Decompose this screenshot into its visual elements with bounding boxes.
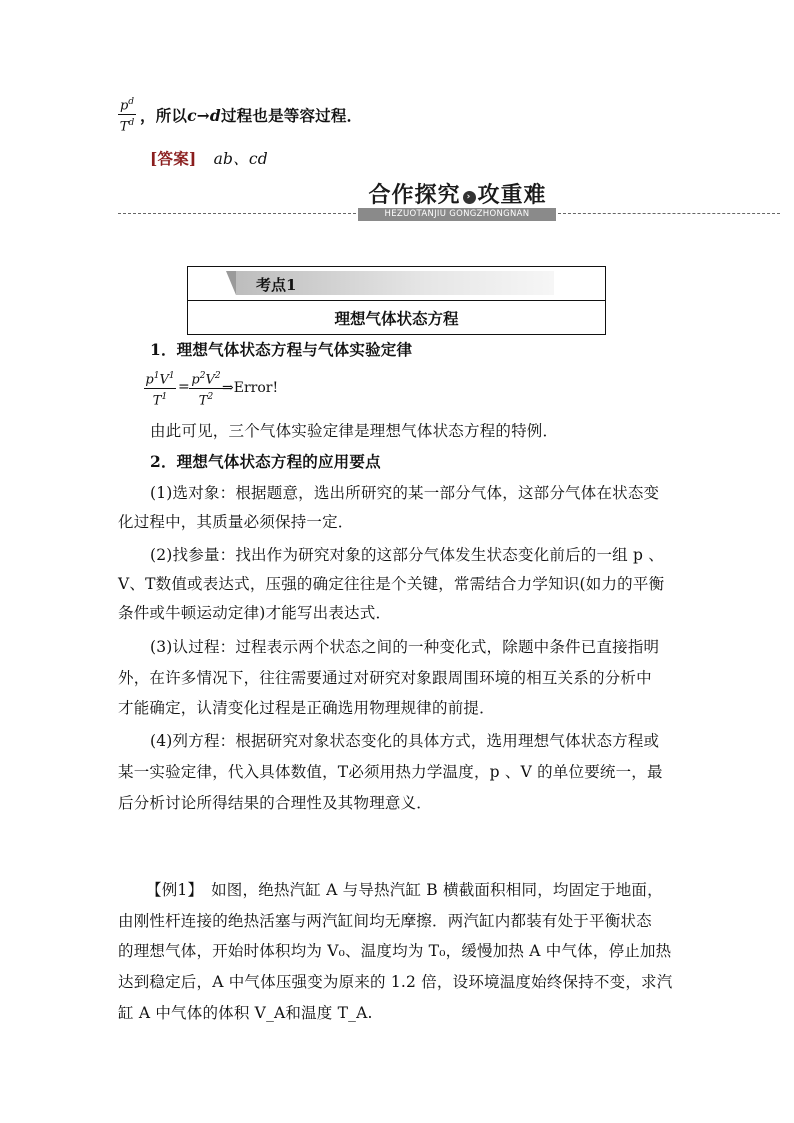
- section2-line: 后分析讨论所得结果的合理性及其物理意义．: [118, 794, 433, 812]
- banner-dotted-rule-left: [118, 213, 356, 214]
- example-line: 由刚性杆连接的绝热活塞与两汽缸间均无摩擦．两汽缸内都装有处于平衡状态: [118, 912, 652, 930]
- example-line: 【例1】 如图，绝热汽缸 A 与导热汽缸 B 横截面积相同，均固定于地面，: [146, 881, 663, 899]
- section-banner-title: 合作探究 › 攻重难: [368, 183, 547, 208]
- section2-line: (1)选对象：根据题意，选出所研究的某一部分气体，这部分气体在状态变: [150, 484, 660, 502]
- keypoint-label: 考点1: [256, 276, 297, 294]
- answer-line: [150, 149, 268, 169]
- banner-dotted-rule-right: [558, 213, 780, 214]
- equation-left-fraction: $p^1V^1$ $T^1$: [145, 371, 175, 409]
- section2-line: 才能确定，认清变化过程是正确选用物理规律的前提．: [118, 699, 495, 717]
- chevron-right-icon: ›: [463, 191, 476, 204]
- section2-line: (3)认过程：过程表示两个状态之间的一种变化式，除题中条件已直接指明: [150, 638, 660, 656]
- section2-heading: 2．理想气体状态方程的应用要点: [150, 452, 381, 471]
- keypoint-box: [187, 266, 606, 335]
- section2-line: 某一实验定律，代入具体数值，T必须用热力学温度，p 、V 的单位要统一，最: [118, 763, 663, 781]
- answer-label: [答案]: [150, 149, 197, 168]
- section1-heading: 1．理想气体状态方程与气体实验定律: [150, 340, 413, 359]
- answer-value: ab、cd: [213, 150, 268, 168]
- example-line: 达到稳定后，A 中气体压强变为原来的 1.2 倍，设环境温度始终保持不变，求汽: [118, 973, 673, 991]
- equation-tail: ⇒Error!: [222, 380, 279, 396]
- section2-line: 化过程中，其质量必须保持一定．: [118, 513, 354, 531]
- top-continuation-line: ，所以c→d过程也是等容过程．: [140, 106, 363, 125]
- equation-right-fraction: $p^2V^2$ $T^2$: [189, 369, 223, 409]
- section2-line: 条件或牛顿运动定律)才能写出表达式．: [118, 604, 392, 622]
- keypoint-title: 理想气体状态方程: [334, 309, 459, 328]
- equation-equals: =: [178, 379, 190, 395]
- fraction-numerator: $p^d$: [119, 97, 135, 114]
- section2-line: 外，在许多情况下，往往需要通过对研究对象跟周围环境的相互关系的分析中: [118, 669, 652, 687]
- example-line: 的理想气体，开始时体积均为 V₀、温度均为 T₀，缓慢加热 A 中气体，停止加热: [118, 942, 672, 960]
- fraction-denominator: $T^d$: [119, 118, 135, 135]
- fraction-pd-over-td: [118, 95, 136, 135]
- example-line: 缸 A 中气体的体积 V_A和温度 T_A.: [118, 1004, 373, 1022]
- section2-line: V、T数值或表达式，压强的确定往往是个关键，常需结合力学知识(如力的平衡: [118, 575, 665, 593]
- section-banner-subtitle: HEZUOTANJIU GONGZHONGNAN: [358, 208, 556, 221]
- section2-line: (2)找参量：找出作为研究对象的这部分气体发生状态变化前后的一组 p 、: [150, 546, 664, 564]
- section1-conclusion: 由此可见，三个气体实验定律是理想气体状态方程的特例．: [150, 422, 559, 440]
- section2-line: (4)列方程：根据研究对象状态变化的具体方式，选用理想气体状态方程或: [150, 732, 660, 750]
